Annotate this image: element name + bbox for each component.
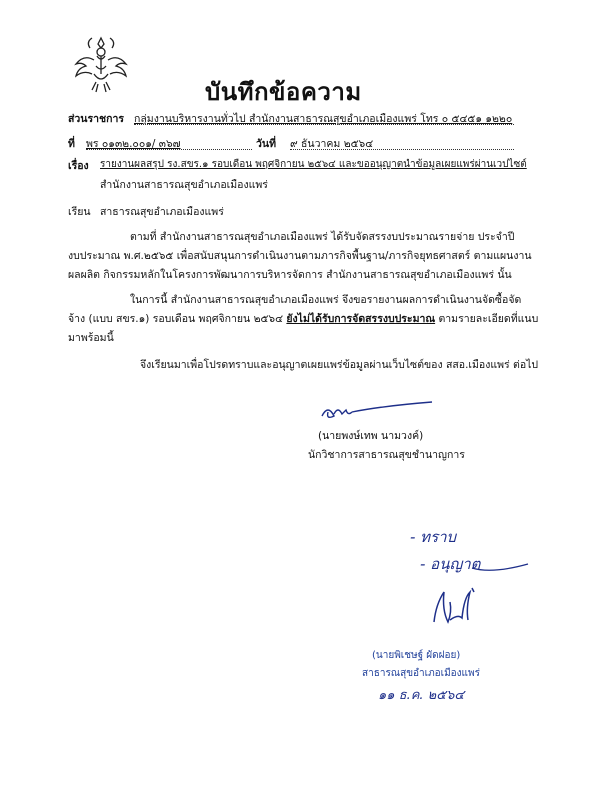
approver-name: (นายพิเชษฐ์ ผัดฝอย) [372,650,461,661]
garuda-emblem-icon [70,34,132,96]
signer1-name: (นายพงษ์เทพ นามวงค์) [318,430,424,442]
salutation-recipient: สาธารณสุขอำเภอเมืองแพร่ [100,206,224,218]
body-p2-line2 [68,310,538,327]
body-p1-line3: ผลผลิต กิจกรรมหลักในโครงการพัฒนาการบริหารจัดการ สำนักงานสาธารณสุขอำเภอเมืองแพร่ นั้น [68,269,512,281]
signature-1 [318,400,438,424]
note-underline [470,560,530,576]
body-p3-line1: จึงเรียนมาเพื่อโปรดทราบและอนุญาตเผยแพร่ข้อมูลผ่านเว็บไซต์ของ สสอ.เมืองแพร่ ต่อไป [140,359,539,371]
ref-label: ที่ [68,138,75,150]
body-p2-line1: ในการนี้ สำนักงานสาธารณสุขอำเภอเมืองแพร่ จึงขอรายงานผลการดำเนินงานจัดซื้อจัด [130,294,522,306]
body-p1-line2: งบประมาณ พ.ศ.๒๕๖๕ เพื่อสนับสนุนการดำเนินงานตามภารกิจพื้นฐาน/ภารกิจยุทธศาสตร์ ตามแผนงาน [68,250,532,262]
subject-line2: สำนักงานสาธารณสุขอำเภอเมืองแพร่ [100,179,268,191]
approval-note-2: - อนุญาต [420,555,481,573]
body-p1-line1: ตามที่ สำนักงานสาธารณสุขอำเภอเมืองแพร่ ได้รับจัดสรรงบประมาณรายจ่าย ประจำปี [130,231,515,243]
approval-date: ๑๑ ธ.ค. ๒๕๖๔ [378,688,465,703]
subject-line1: รายงานผลสรุป รง.สขร.๑ รอบเดือน พฤศจิกายน ๒๕๖๔ และขออนุญาตนำข้อมูลเผยแพร่ผ่านเวปไซต์ [100,159,527,170]
body-p2-line2-a: จ้าง (แบบ สขร.๑) รอบเดือน พฤศจิกายน ๒๕๖๔ [68,313,284,325]
subject-label: เรื่อง [68,160,89,172]
date-rule [290,149,514,150]
agency-rule [134,124,514,125]
signer1-position: นักวิชาการสาธารณสุขชำนาญการ [308,449,465,461]
signature-2 [420,582,490,632]
agency-value: กลุ่มงานบริหารงานทั่วไป สำนักงานสาธารณสุขอำเภอเมืองแพร่ โทร ๐ ๕๔๕๑ ๑๒๒๐ [134,113,513,125]
date-value: ๙ ธันวาคม ๒๕๖๔ [290,138,374,150]
salutation-label: เรียน [68,206,91,218]
date-label: วันที่ [256,138,276,150]
body-p2-line2-c: ตามรายละเอียดที่แนบ [438,313,539,325]
ref-value: พร ๐๑๓๒.๐๐๑/ ๓๖๗ [86,138,181,150]
memo-title: บันทึกข้อความ [205,78,362,106]
body-p2-emphasis: ยังไม่ได้รับการจัดสรรงบประมาณ [286,313,436,325]
approver-position: สาธารณสุขอำเภอเมืองแพร่ [362,668,480,679]
ref-rule [86,149,252,150]
body-p2-line3: มาพร้อมนี้ [68,332,114,344]
approval-note-1: - ทราบ [410,528,457,546]
agency-label: ส่วนราชการ [68,113,125,125]
